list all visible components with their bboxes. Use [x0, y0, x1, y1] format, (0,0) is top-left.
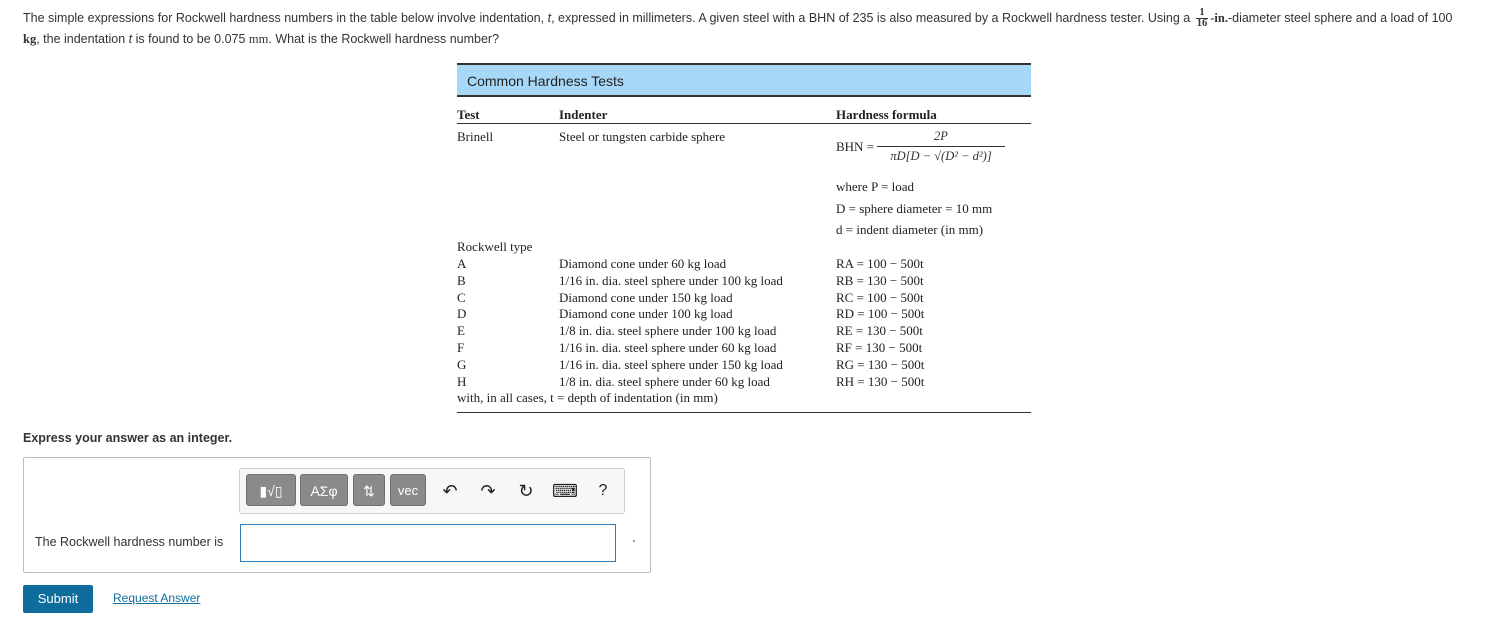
hardness-table: [457, 63, 1031, 122]
rockwell-indenter: 1/16 in. dia. steel sphere under 150 kg load: [559, 356, 783, 372]
math-toolbar: [239, 468, 625, 514]
problem-text-4: , the indentation: [36, 32, 126, 47]
rockwell-formula: RG = 130 − 500t: [836, 356, 925, 372]
greek-button[interactable]: ΑΣφ: [300, 474, 348, 506]
rockwell-indenter: Diamond cone under 60 kg load: [559, 256, 727, 271]
answer-input[interactable]: [240, 524, 616, 562]
rockwell-formula: RC = 100 − 500t: [836, 289, 924, 305]
problem-text-1: The simple expressions for Rockwell hardness numbers in the table below involve indentation,: [23, 11, 545, 25]
bhn-denominator: πD[D − √(D² − d²)]: [890, 149, 992, 163]
brinell-test: Brinell: [457, 129, 494, 144]
table-bottom-rule: [457, 412, 1031, 413]
table-footnote: with, in all cases, t = depth of indentation (in mm): [457, 390, 718, 405]
reset-icon[interactable]: ↻: [518, 481, 534, 501]
undo-icon[interactable]: ↶: [442, 481, 458, 501]
table-header-row: [457, 105, 1031, 124]
rockwell-indenter: 1/8 in. dia. steel sphere under 60 kg load: [559, 373, 770, 389]
rockwell-indenter: Diamond cone under 150 kg load: [559, 289, 733, 305]
rockwell-type: F: [457, 340, 465, 355]
variable-t-2: t: [128, 32, 133, 47]
unit-in: -in.: [1210, 11, 1228, 25]
submit-button[interactable]: Submit: [23, 585, 93, 613]
answer-instructions: Express your answer as an integer.: [23, 431, 233, 445]
rockwell-indenter: 1/16 in. dia. steel sphere under 60 kg load: [559, 340, 777, 355]
request-answer-link[interactable]: Request Answer: [113, 591, 201, 605]
bhn-formula: [877, 129, 1005, 164]
keyboard-icon[interactable]: ⌨: [552, 481, 578, 501]
bhn-lhs: BHN =: [836, 139, 875, 154]
unit-mm: mm: [248, 32, 269, 47]
templates-button[interactable]: ▮√▯: [246, 474, 296, 506]
where-diameter: D = sphere diameter = 10 mm: [836, 201, 993, 216]
rockwell-heading: Rockwell type: [457, 239, 533, 254]
answer-label: The Rockwell hardness number is: [35, 535, 224, 549]
rockwell-type: G: [457, 356, 467, 372]
rockwell-type: D: [457, 306, 467, 322]
input-dot: [633, 540, 635, 542]
fraction-1-16: $\frac{1}{16}$: [1196, 7, 1208, 30]
rockwell-formula: RB = 130 − 500t: [836, 272, 924, 288]
brinell-indenter: Steel or tungsten carbide sphere: [559, 129, 726, 144]
rockwell-type: H: [457, 373, 467, 389]
redo-icon[interactable]: ↷: [480, 481, 496, 501]
rockwell-formula: RE = 130 − 500t: [836, 323, 923, 339]
bhn-numerator: 2P: [877, 129, 1005, 147]
problem-text-5: is found to be 0.075: [135, 32, 246, 47]
problem-text-6: . What is the Rockwell hardness number?: [268, 32, 500, 47]
col-formula: Hardness formula: [836, 107, 937, 122]
rockwell-type: E: [457, 323, 465, 339]
rockwell-type: C: [457, 289, 466, 305]
vec-button[interactable]: vec: [390, 474, 426, 506]
rockwell-indenter: Diamond cone under 100 kg load: [559, 306, 733, 322]
problem-statement: [23, 8, 1463, 49]
table-title: Common Hardness Tests: [457, 63, 1031, 97]
where-indent: d = indent diameter (in mm): [836, 222, 984, 237]
help-icon[interactable]: ?: [598, 482, 608, 499]
rockwell-indenter: 1/8 in. dia. steel sphere under 100 kg load: [559, 323, 777, 339]
rockwell-formula: RA = 100 − 500t: [836, 256, 924, 271]
arrows-button[interactable]: ⇅: [353, 474, 385, 506]
rockwell-type: A: [457, 256, 467, 271]
problem-text-2: , expressed in millimeters. A given steel with a BHN of 235 is also measured by a Rockwell hardness tester. Using a: [551, 11, 1191, 25]
rockwell-formula: RD = 100 − 500t: [836, 306, 925, 322]
unit-kg: kg: [23, 32, 37, 47]
rockwell-formula: RF = 130 − 500t: [836, 340, 923, 355]
col-indenter: Indenter: [559, 107, 608, 122]
problem-text-3: -diameter steel sphere and a load of 100: [1227, 11, 1453, 25]
where-load: where P = load: [836, 179, 914, 194]
variable-t: t: [547, 11, 552, 25]
rockwell-indenter: 1/16 in. dia. steel sphere under 100 kg load: [559, 272, 783, 288]
rockwell-formula: RH = 130 − 500t: [836, 373, 925, 389]
rockwell-type: B: [457, 272, 466, 288]
col-test: Test: [457, 107, 480, 122]
